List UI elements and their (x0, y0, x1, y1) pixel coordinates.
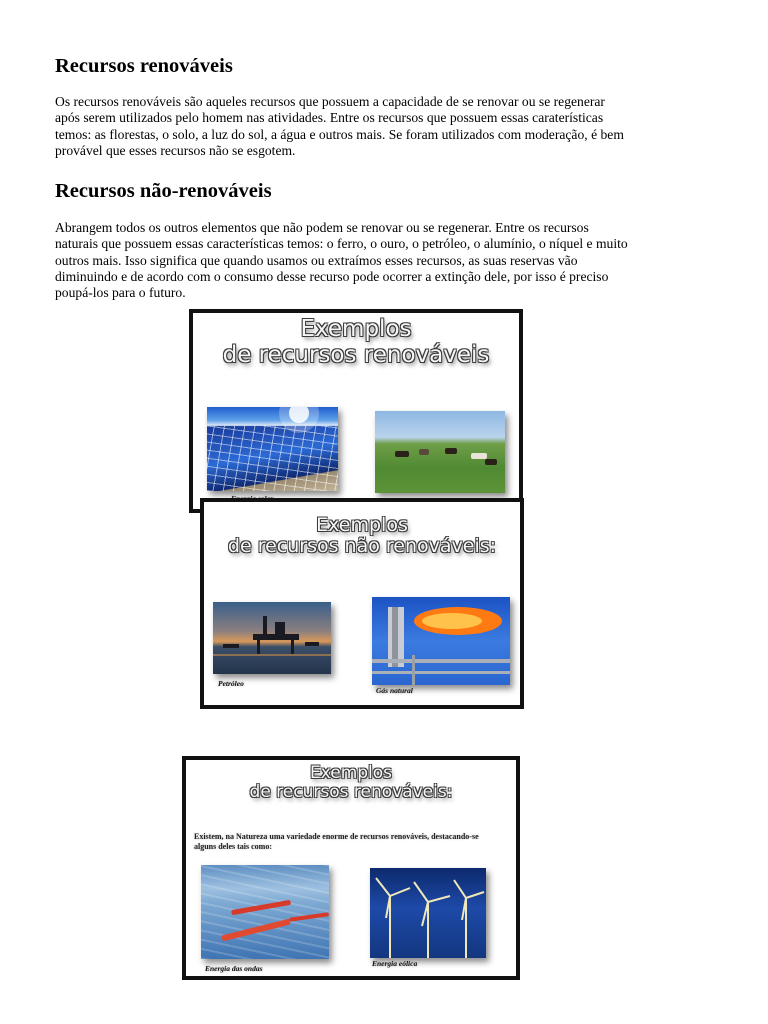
caption-petroleum: Petróleo (218, 679, 244, 688)
slide-title (193, 317, 519, 369)
paragraph-renewable (55, 94, 707, 159)
slide-title-line: Exemplos (316, 514, 408, 536)
solar-panel-image (207, 407, 338, 491)
slide-renewable-examples (189, 309, 523, 513)
intro-line: Existem, na Natureza uma variedade enorme de recursos renováveis, destacando-se (194, 832, 479, 841)
paragraph-non-renewable (55, 220, 711, 301)
paragraph-line: Abrangem todos os outros elementos que não podem se renovar ou se regenerar. Entre os recursos (55, 220, 589, 235)
slide-renewable-examples-2 (182, 756, 520, 980)
oil-platform-image (213, 602, 331, 674)
caption-natural-gas: Gás natural (376, 686, 413, 695)
cow-shape (395, 451, 409, 457)
oil-platform-icon (213, 602, 331, 674)
heading-non-renewable: Recursos não-renováveis (55, 180, 272, 202)
gas-flame-icon (372, 597, 510, 685)
paragraph-line: diminuindo e de acordo com o consumo desse recurso pode ocorrer a extinção dele, por isso é preciso (55, 268, 609, 284)
caption-wind-energy: Energia eólica (372, 959, 418, 968)
wind-turbine-image (370, 868, 486, 958)
intro-line: alguns deles tais como: (194, 842, 272, 851)
paragraph-line: outros mais. Isso significa que quando usamos ou extraímos esses recursos, as suas reservas vão (55, 252, 578, 268)
cow-shape (419, 449, 429, 455)
slide-title-line: de recursos renováveis (222, 341, 490, 368)
gas-flare-image (372, 597, 510, 685)
paragraph-line: após serem utilizados pelo homem nas atividades. Entre os recursos que possuem essas caraterísticas (55, 110, 604, 126)
paragraph-line: naturais que possuem essas características temos: o ferro, o ouro, o petróleo, o alumínio, o níquel e muito (55, 236, 628, 252)
caption-wave-energy: Energia das ondas (205, 964, 263, 973)
slide-non-renewable-examples (200, 498, 524, 709)
slide-title (186, 764, 516, 802)
paragraph-line: temos: as florestas, o solo, a luz do sol, a água e outros mais. Se foram utilizados com moderação, é bem (55, 126, 624, 142)
sun-glare-icon (207, 407, 338, 491)
wave-energy-image (201, 865, 329, 959)
grazing-cows-image (375, 411, 505, 493)
wind-turbine-icon (370, 868, 486, 958)
cow-shape (471, 453, 487, 459)
heading-renewable: Recursos renováveis (55, 55, 233, 77)
paragraph-line: poupá-los para o futuro. (55, 285, 186, 301)
paragraph-line: Os recursos renováveis são aqueles recursos que possuem a capacidade de se renovar ou se regenerar (55, 94, 605, 109)
wave-converter-icon (201, 865, 329, 959)
paragraph-line: provável que esses recursos não se esgotem. (55, 142, 296, 158)
slide-title-line: de recursos não renováveis: (227, 535, 497, 558)
cow-shape (445, 448, 457, 454)
slide-title (204, 515, 520, 558)
slide-title-line: Exemplos (309, 763, 393, 783)
slide-intro-text (194, 832, 514, 852)
slide-title-line: de recursos renováveis: (249, 782, 453, 803)
slide-title-line: Exemplos (300, 316, 412, 342)
cow-shape (485, 459, 497, 465)
